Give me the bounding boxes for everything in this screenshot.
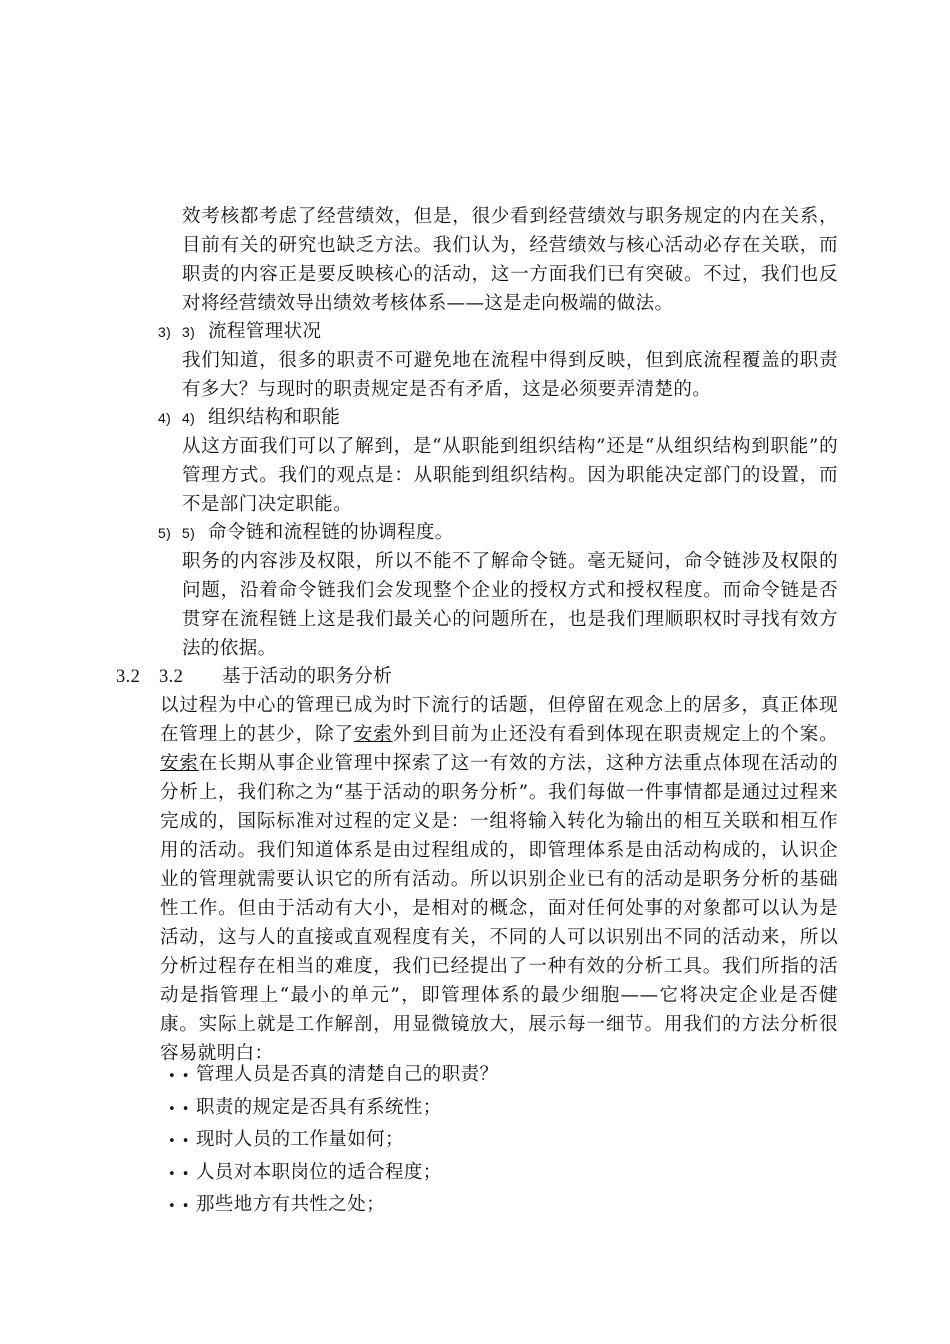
list-item-4-heading — [158, 403, 340, 433]
list-number: 5) — [158, 525, 172, 541]
paragraph-text: 外到目前为止还没有看到体现在职责规定上的个案。 — [392, 724, 838, 745]
list-item-3-heading — [158, 317, 321, 347]
list-item-text: 职责的规定是否具有系统性； — [196, 1096, 442, 1118]
paragraph-process-management: 我们知道，很多的职责不可避免地在流程中得到反映，但到底流程覆盖的职责有多大？与现时的职责规定是否有矛盾，这是必须要弄清楚的。 — [182, 350, 838, 400]
paragraph-command-chain: 职务的内容涉及权限，所以不能不了解命令链。毫无疑问，命令链涉及权限的问题，沿着命令链我们会发现整个企业的授权方式和授权程度。而命令链是否贯穿在流程链上这是我们最关心的问题所在，也是我们理顺职权时寻找有效方法的依据。 — [182, 551, 838, 659]
list-item — [168, 1093, 498, 1126]
list-number: 4) — [158, 410, 172, 426]
paragraph-text: 在长期从事企业管理中探索了这一有效的方法，这种方法重点体现在活动的分析上，我们称之为“基于活动的职务分析”。我们每做一件事情都是通过过程来完成的，国际标准对过程的定义是：一组将输入转化为输出的相互关联和相互作用的活动。我们知道体系是由过程组成的，即管理体系是由活动构成的，认识企业的管理就需要认识它的所有活动。所以识别企业已有的活动是职务分析的基础性工作。但由于活动有大小，是相对的概念，面对任何处事的对象都可以认为是活动，这与人的直接或直观程度有关，不同的人可以识别出不同的活动来，所以分析过程存在相当的难度，我们已经提出了一种有效的分析工具。我们所指的活动是指管理上“最小的单元”，即管理体系的最少细胞——它将决定企业是否健康。实际上就是工作解剖，用显微镜放大，展示每一细节。用我们的方法分析很容易就明白： — [160, 753, 838, 1064]
list-item-title: 流程管理状况 — [208, 321, 322, 342]
list-item — [168, 1060, 498, 1093]
bullet-list — [168, 1060, 498, 1223]
list-number: 3) — [158, 324, 172, 340]
list-item-title: 组织结构和职能 — [208, 407, 341, 428]
bullet-icon: • • — [168, 1101, 191, 1117]
bullet-icon: • • — [168, 1134, 191, 1149]
list-number: 3) — [182, 324, 196, 340]
list-item-text: 那些地方有共性之处； — [196, 1194, 386, 1215]
section-heading-3-2 — [116, 662, 392, 692]
section-title: 基于活动的职务分析 — [222, 666, 393, 687]
bullet-icon: • • — [168, 1069, 191, 1084]
company-name-link[interactable]: 安索 — [353, 724, 393, 745]
section-number: 3.2 — [159, 667, 184, 687]
bullet-icon: • • — [168, 1166, 191, 1182]
bullet-icon: • • — [168, 1199, 191, 1214]
company-name-link[interactable]: 安索 — [160, 753, 199, 774]
paragraph-organization-structure: 从这方面我们可以了解到，是“从职能到组织结构”还是“从组织结构到职能”的管理方式。我们的观点是：从职能到组织结构。因为职能决定部门的设置，而不是部门决定职能。 — [182, 436, 838, 515]
paragraph-performance: 效考核都考虑了经营绩效，但是，很少看到经营绩效与职务规定的内在关系，目前有关的研究也缺乏方法。我们认为，经营绩效与核心活动必存在关联，而职责的内容正是要反映核心的活动，这一方面我们已有突破。不过，我们也反对将经营绩效导出绩效考核体系——这是走向极端的做法。 — [182, 206, 838, 314]
list-item-text: 管理人员是否真的清楚自己的职责？ — [196, 1064, 499, 1085]
list-item-text: 现时人员的工作量如何； — [196, 1129, 404, 1150]
list-item-title: 命令链和流程链的协调程度。 — [208, 522, 454, 543]
list-item — [168, 1125, 498, 1158]
list-item — [168, 1190, 498, 1223]
list-item-5-heading — [158, 518, 454, 548]
section-number: 3.2 — [116, 667, 141, 687]
list-number: 4) — [182, 410, 196, 426]
list-item — [168, 1158, 498, 1191]
list-item-text: 人员对本职岗位的适合程度； — [196, 1161, 442, 1183]
paragraph-activity-analysis — [160, 691, 838, 1068]
paragraph-text: 以过程为中心的管理已成为时下流行的话题，但停留在观念上的居多，真正体现在管理上的甚少，除了 — [160, 695, 838, 745]
list-number: 5) — [182, 525, 196, 541]
